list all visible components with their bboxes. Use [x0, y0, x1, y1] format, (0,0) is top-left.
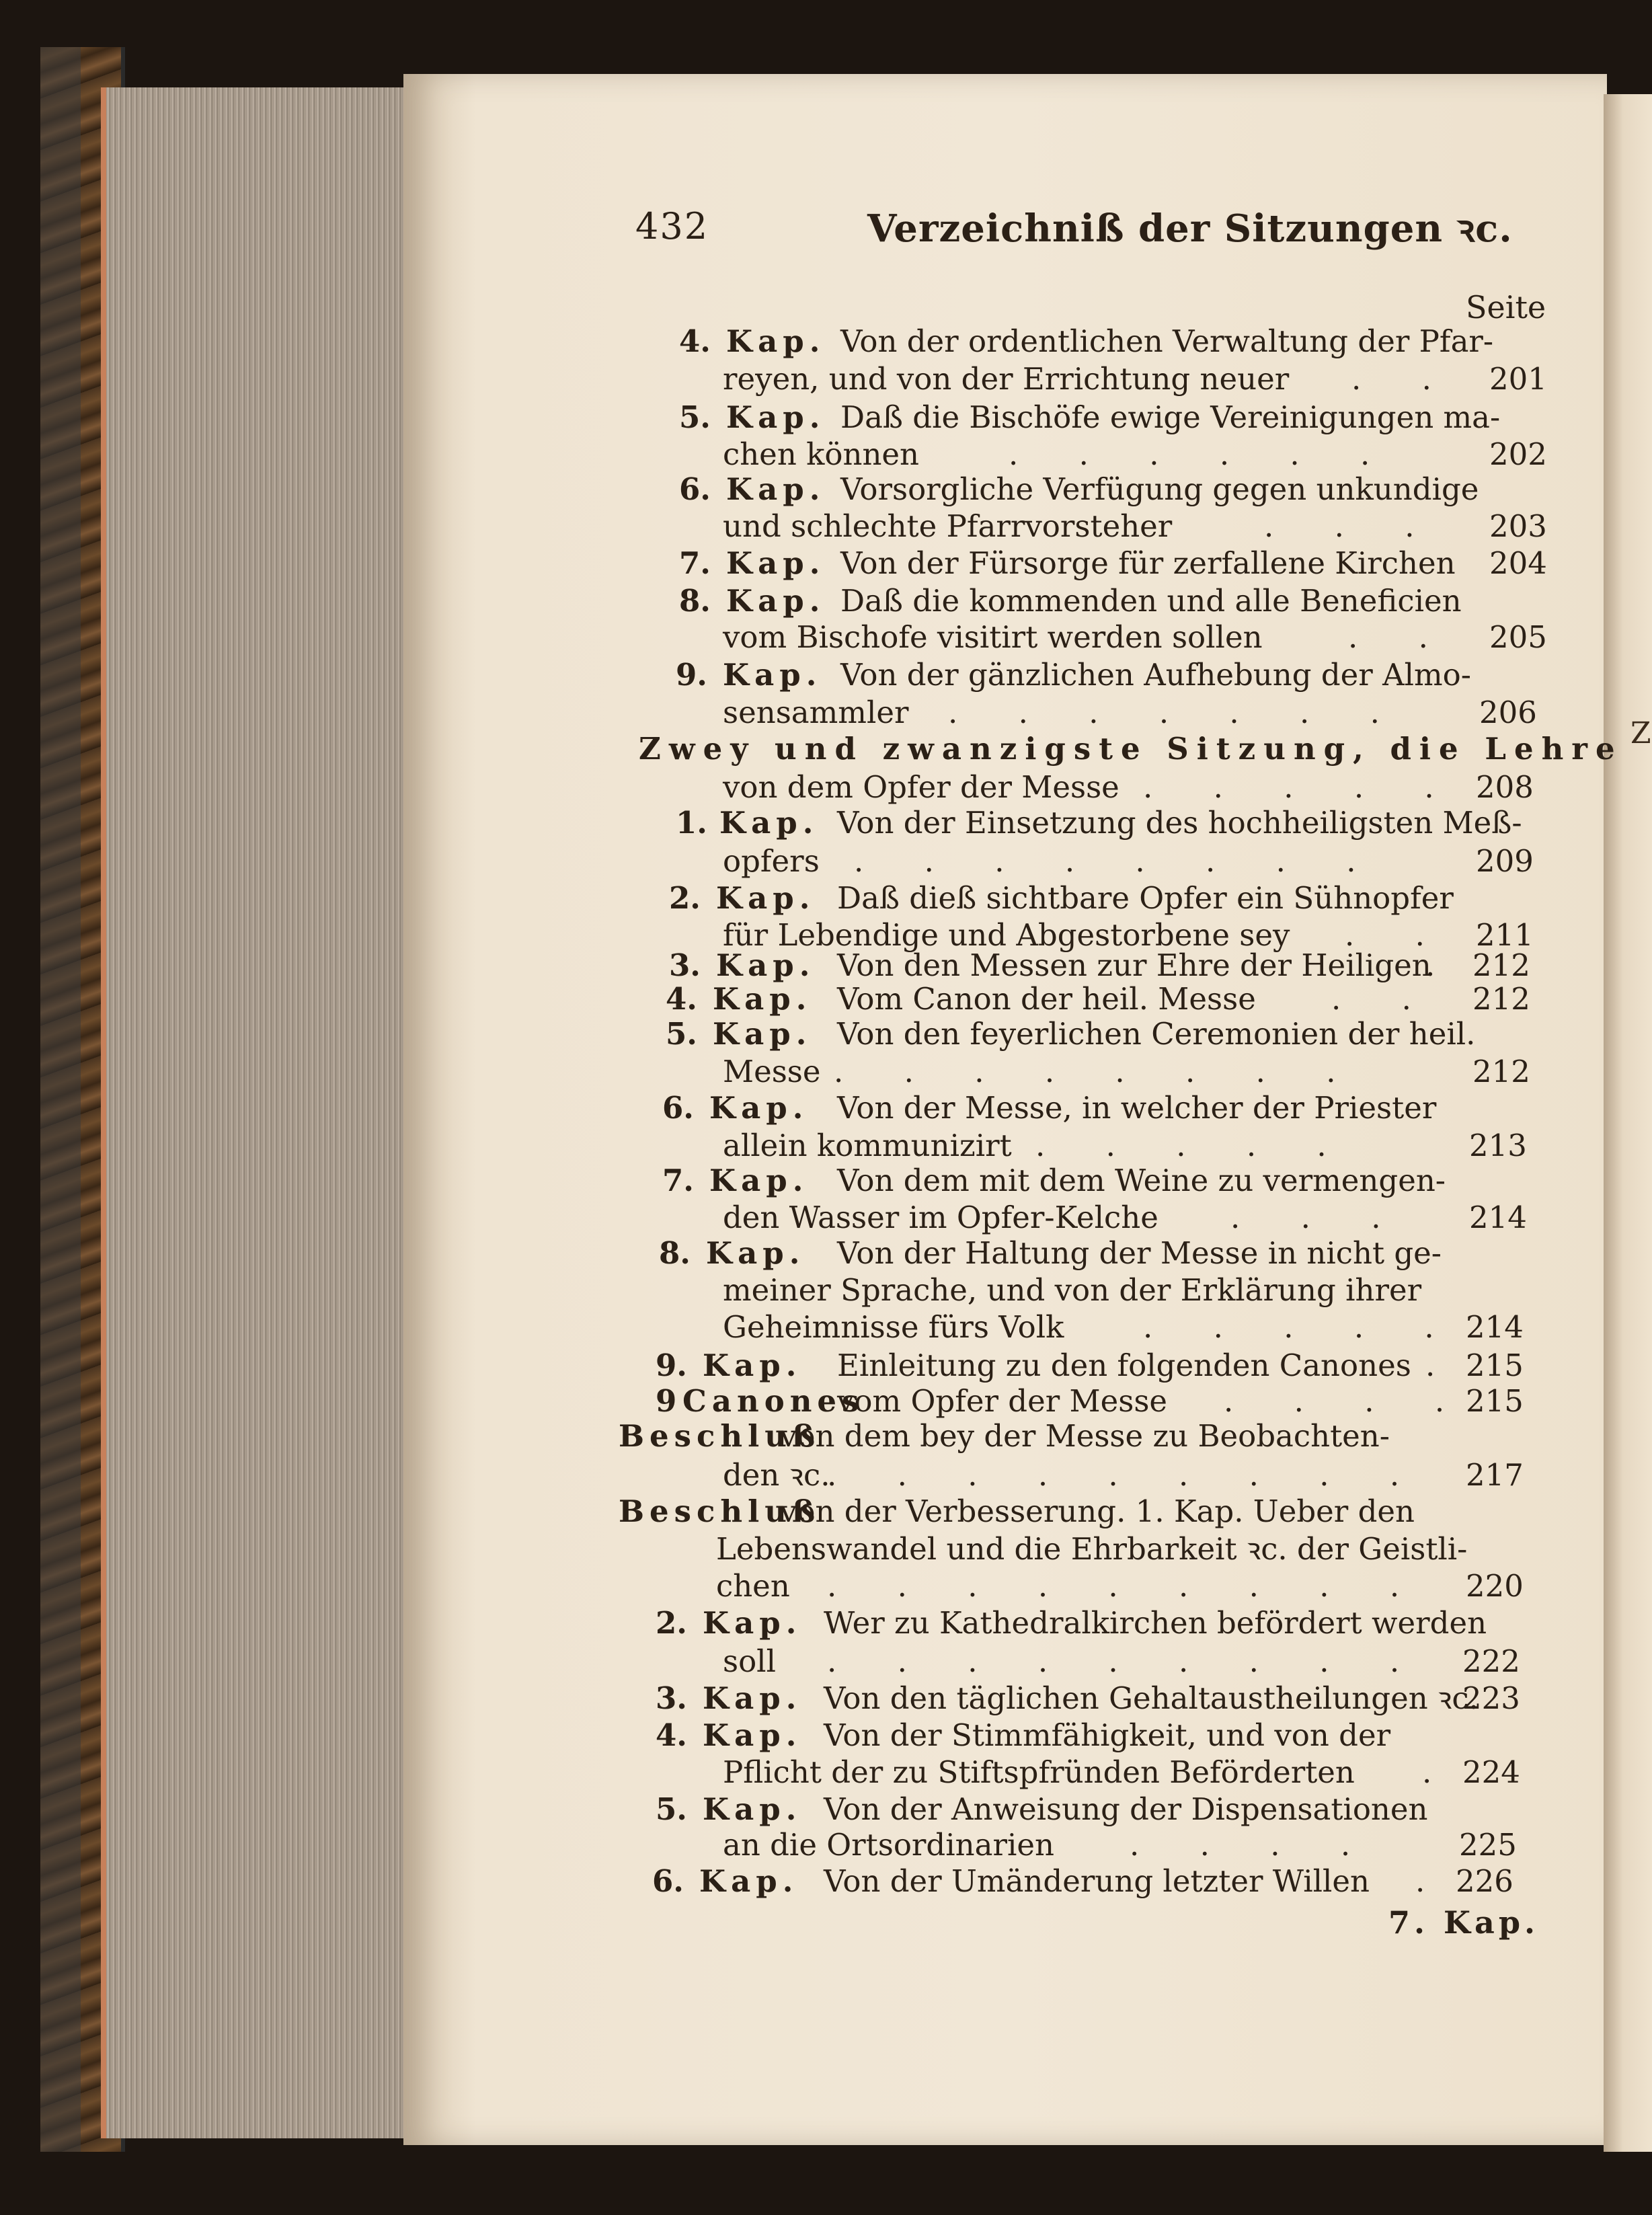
- entry-text: Von der ordentlichen Verwaltung der Pfar-: [840, 323, 1494, 359]
- conclusion-entry-cont: [0, 1569, 1652, 1604]
- leader-dots: . . . . . . . .: [834, 1054, 1362, 1089]
- section-heading-cont: [0, 770, 1652, 805]
- toc-entry: [0, 400, 1652, 435]
- toc-entry-cont: [0, 1273, 1652, 1308]
- page-ref: 202: [1489, 436, 1547, 472]
- page-ref: 209: [1476, 843, 1534, 879]
- entry-number: 1.: [676, 805, 707, 841]
- page-ref: 208: [1476, 769, 1534, 805]
- leader-dots: .: [1425, 947, 1461, 983]
- entry-kap: Kap.: [716, 947, 816, 983]
- conclusion-entry-cont: [0, 1532, 1652, 1567]
- entry-text: soll: [723, 1643, 776, 1679]
- entry-text: von der Verbesserung. 1. Kap. Ueber den: [780, 1493, 1415, 1529]
- entry-kap: Kap.: [703, 1348, 802, 1383]
- entry-text: Von der Anweisung der Dispensationen: [824, 1791, 1428, 1827]
- toc-entry-cont: [0, 1828, 1652, 1863]
- entry-number: 9.: [676, 657, 707, 693]
- entry-text: vom Bischofe visitirt werden sollen: [723, 619, 1263, 655]
- entry-kap: Kap.: [709, 1163, 809, 1198]
- entry-kap: Kap.: [703, 1680, 802, 1716]
- toc-entry: [0, 472, 1652, 507]
- entry-text: sensammler: [723, 695, 909, 730]
- leader-dots: .: [1415, 1863, 1451, 1899]
- entry-kap: Canones: [682, 1383, 865, 1419]
- entry-number: 3.: [669, 947, 701, 983]
- entry-text: und schlechte Pfarrvorsteher: [723, 508, 1173, 544]
- entry-number: 7.: [662, 1163, 694, 1198]
- toc-entry-cont: [0, 509, 1652, 544]
- page-ref: 211: [1476, 917, 1534, 953]
- entry-text: opfers: [723, 843, 820, 879]
- entry-text: Vom Canon der heil. Messe: [837, 981, 1256, 1017]
- entry-text: Von der gänzlichen Aufhebung der Almo-: [840, 657, 1471, 693]
- page-ref: 215: [1466, 1383, 1524, 1419]
- page-ref: 206: [1479, 695, 1537, 730]
- entry-text: den Wasser im Opfer-Kelche: [723, 1200, 1158, 1235]
- entry-text: Geheimnisse fürs Volk: [723, 1309, 1064, 1345]
- entry-kap: Kap.: [706, 1235, 805, 1271]
- toc-entry: [0, 982, 1652, 1017]
- leader-dots: . . . . .: [1035, 1128, 1352, 1163]
- entry-text: Wer zu Kathedralkirchen befördert werden: [824, 1605, 1487, 1641]
- entry-text: Lebenswandel und die Ehrbarkeit ꝛc. der Geistli-: [716, 1531, 1468, 1567]
- entry-text: Von der Umänderung letzter Willen: [824, 1863, 1370, 1899]
- entry-kap: Kap.: [699, 1863, 799, 1899]
- entry-text: Daß die kommenden und alle Beneficien: [840, 583, 1462, 619]
- page-ref: 226: [1456, 1863, 1513, 1899]
- page-ref: 212: [1472, 1054, 1530, 1089]
- conclusion-head: Beschluß: [619, 1493, 821, 1529]
- entry-number: 9: [656, 1383, 677, 1419]
- entry-kap: Kap.: [713, 981, 812, 1017]
- toc-entry: [0, 546, 1652, 581]
- leader-dots: . .: [1345, 917, 1450, 953]
- toc-entry-cont: [0, 695, 1652, 730]
- toc-entry: [0, 948, 1652, 983]
- leader-dots: . . . . . . . . .: [827, 1643, 1425, 1679]
- page-ref: 204: [1489, 545, 1547, 581]
- entry-kap: Kap.: [716, 880, 816, 916]
- entry-text: von dem bey der Messe zu Beobachten-: [780, 1418, 1390, 1454]
- toc-entry: [0, 1384, 1652, 1419]
- entry-number: 6.: [662, 1090, 694, 1126]
- toc-entry-cont: [0, 1128, 1652, 1163]
- catchword: 7. Kap.: [1388, 1904, 1540, 1941]
- conclusion-entry: [0, 1494, 1652, 1529]
- entry-text: Von der Stimmfähigkeit, und von der: [824, 1717, 1391, 1753]
- page-ref: 223: [1462, 1680, 1520, 1716]
- toc-entry-cont: [0, 844, 1652, 879]
- section-title: Zwey und zwanzigste Sitzung, die Lehre: [639, 731, 1623, 767]
- column-label: Seite: [1466, 289, 1546, 325]
- conclusion-head: Beschluß: [619, 1418, 821, 1454]
- entry-number: 4.: [679, 323, 711, 359]
- toc-entry: [0, 584, 1652, 619]
- entry-number: 5.: [656, 1791, 687, 1827]
- entry-text: Vorsorgliche Verfügung gegen unkundige: [840, 471, 1479, 507]
- toc-entry-cont: [0, 362, 1652, 397]
- toc-entry: [0, 1017, 1652, 1052]
- leader-dots: . . . . . .: [1009, 436, 1396, 472]
- entry-text: vom Opfer der Messe: [837, 1383, 1168, 1419]
- entry-kap: Kap.: [709, 1090, 809, 1126]
- entry-number: 9.: [656, 1348, 687, 1383]
- leader-dots: . . . . . . . .: [854, 843, 1382, 879]
- toc-entry-cont: [0, 1310, 1652, 1345]
- leader-dots: . . . .: [1224, 1383, 1470, 1419]
- page-ref: 205: [1489, 619, 1547, 655]
- entry-text: reyen, und von der Errichtung neuer: [723, 361, 1290, 397]
- toc-entry-cont: [0, 1054, 1652, 1089]
- page-ref: 201: [1489, 361, 1547, 397]
- entry-number: 5.: [679, 399, 711, 435]
- entry-number: 5.: [666, 1016, 697, 1052]
- entry-text: Von den täglichen Gehaltaustheilungen ꝛc.: [824, 1680, 1479, 1716]
- entry-text: Von der Fürsorge für zerfallene Kirchen: [840, 545, 1456, 581]
- entry-kap: Kap.: [723, 657, 822, 693]
- toc-entry: [0, 324, 1652, 359]
- entry-number: 4.: [666, 981, 697, 1017]
- toc-entry-cont: [0, 1200, 1652, 1235]
- toc-entry: [0, 658, 1652, 693]
- page-ref: 220: [1466, 1568, 1524, 1604]
- entry-kap: Kap.: [726, 583, 826, 619]
- leader-dots: . . . . .: [1143, 769, 1460, 805]
- leader-dots: . . . . . . . . .: [827, 1457, 1425, 1493]
- conclusion-entry: [0, 1419, 1652, 1454]
- entry-text: Pflicht der zu Stiftspfründen Beförderten: [723, 1754, 1355, 1790]
- page-ref: 214: [1469, 1200, 1527, 1235]
- toc-entry: [0, 1606, 1652, 1641]
- entry-number: 4.: [656, 1717, 687, 1753]
- entry-text: Von der Einsetzung des hochheiligsten Meß-: [837, 805, 1522, 841]
- entry-text: chen können: [723, 436, 920, 472]
- entry-kap: Kap.: [719, 805, 819, 841]
- leader-dots: . . .: [1230, 1200, 1407, 1235]
- leader-dots: .: [1422, 1754, 1458, 1790]
- entry-text: Einleitung zu den folgenden Canones: [837, 1348, 1411, 1383]
- entry-number: 2.: [656, 1605, 687, 1641]
- section-heading: [0, 732, 1652, 767]
- entry-number: 6.: [652, 1863, 684, 1899]
- section-text: von dem Opfer der Messe: [723, 769, 1119, 805]
- leader-dots: .: [1425, 1348, 1461, 1383]
- entry-number: 8.: [659, 1235, 691, 1271]
- entry-number: 6.: [679, 471, 711, 507]
- entry-text: den ꝛc.: [723, 1457, 830, 1493]
- toc-entry-cont: [0, 1644, 1652, 1679]
- toc-entry: [0, 1348, 1652, 1383]
- leader-dots: . . . . . . . . .: [827, 1568, 1425, 1604]
- page-number: 432: [635, 205, 709, 247]
- page-ref: 217: [1466, 1457, 1524, 1493]
- entry-kap: Kap.: [726, 545, 826, 581]
- leader-dots: . .: [1348, 619, 1454, 655]
- toc-entry: [0, 1163, 1652, 1198]
- toc-entry-cont: [0, 437, 1652, 472]
- entry-text: für Lebendige und Abgestorbene sey: [723, 917, 1290, 953]
- page-ref: 212: [1472, 947, 1530, 983]
- toc-entry: [0, 1236, 1652, 1271]
- toc-entry: [0, 1864, 1652, 1899]
- entry-text: Von den feyerlichen Ceremonien der heil.: [837, 1016, 1476, 1052]
- toc-entry: [0, 1718, 1652, 1753]
- leader-dots: . .: [1331, 981, 1437, 1017]
- entry-text: allein kommunizirt: [723, 1128, 1012, 1163]
- entry-text: Von den Messen zur Ehre der Heiligen: [837, 947, 1431, 983]
- running-title: Verzeichniß der Sitzungen ꝛc.: [867, 206, 1513, 251]
- entry-kap: Kap.: [726, 323, 826, 359]
- page-ref: 213: [1469, 1128, 1527, 1163]
- toc-entry-cont: [0, 1755, 1652, 1790]
- entry-number: 2.: [669, 880, 701, 916]
- entry-text: Von der Messe, in welcher der Priester: [837, 1090, 1437, 1126]
- entry-kap: Kap.: [703, 1605, 802, 1641]
- leader-dots: . . . .: [1130, 1827, 1376, 1863]
- entry-kap: Kap.: [726, 399, 826, 435]
- page-ref: 203: [1489, 508, 1547, 544]
- entry-kap: Kap.: [713, 1016, 812, 1052]
- entry-number: 8.: [679, 583, 711, 619]
- toc-entry: [0, 881, 1652, 916]
- toc-entry-cont: [0, 620, 1652, 655]
- toc-entry: [0, 1091, 1652, 1126]
- entry-text: chen: [716, 1568, 790, 1604]
- entry-text: Von dem mit dem Weine zu vermengen-: [837, 1163, 1446, 1198]
- page-ref: 224: [1462, 1754, 1520, 1790]
- page-ref: 212: [1472, 981, 1530, 1017]
- entry-number: 3.: [656, 1680, 687, 1716]
- page-ref: 214: [1466, 1309, 1524, 1345]
- toc-entry: [0, 1792, 1652, 1827]
- entry-kap: Kap.: [703, 1791, 802, 1827]
- entry-text: an die Ortsordinarien: [723, 1827, 1054, 1863]
- leader-dots: . . .: [1264, 508, 1440, 544]
- entry-kap: Kap.: [703, 1717, 802, 1753]
- entry-text: meiner Sprache, und von der Erklärung ihrer: [723, 1272, 1422, 1308]
- page-ref: 215: [1466, 1348, 1524, 1383]
- toc-entry: [0, 1681, 1652, 1716]
- facing-page-glyph: Z: [1630, 716, 1651, 750]
- entry-text: Von der Haltung der Messe in nicht ge-: [837, 1235, 1442, 1271]
- leader-dots: . . . . .: [1143, 1309, 1460, 1345]
- entry-text: Daß die Bischöfe ewige Vereinigungen ma-: [840, 399, 1501, 435]
- entry-text: Messe: [723, 1054, 821, 1089]
- leader-dots: . . . . . . .: [948, 695, 1405, 730]
- entry-number: 7.: [679, 545, 711, 581]
- entry-kap: Kap.: [726, 471, 826, 507]
- page-ref: 225: [1459, 1827, 1517, 1863]
- toc-entry: [0, 806, 1652, 841]
- leader-dots: . .: [1351, 361, 1457, 397]
- entry-text: Daß dieß sichtbare Opfer ein Sühnopfer: [837, 880, 1454, 916]
- page-ref: 222: [1462, 1643, 1520, 1679]
- conclusion-entry-cont: [0, 1458, 1652, 1493]
